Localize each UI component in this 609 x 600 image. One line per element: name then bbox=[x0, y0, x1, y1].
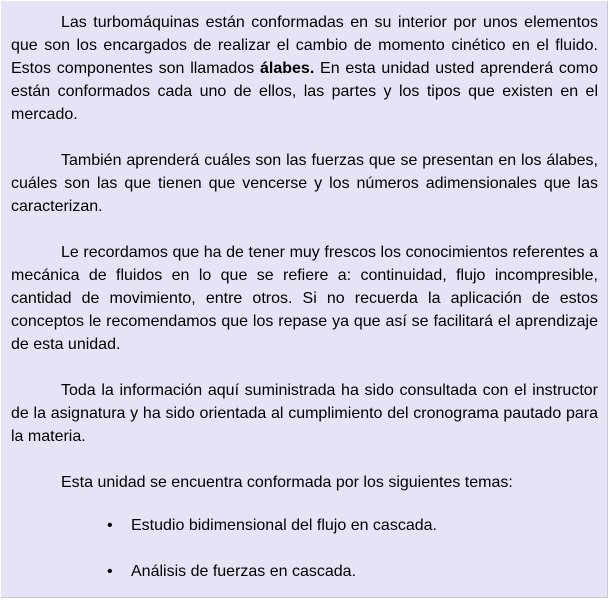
bullet-icon: • bbox=[107, 563, 113, 580]
bullet-icon: • bbox=[107, 517, 113, 534]
topics-intro-paragraph: Esta unidad se encuentra conformada por los siguientes temas: bbox=[61, 474, 513, 491]
list-item bbox=[107, 514, 598, 537]
topic-label: Estudio bidimensional del flujo en cascada. bbox=[131, 517, 437, 534]
list-item bbox=[107, 560, 598, 583]
intro-text-end: En esta unidad usted aprenderá como están conformados cada uno de ellos, las partes y los tipos que existen en el mercado. bbox=[11, 60, 599, 123]
prerequisites-paragraph: Le recordamos que ha de tener muy frescos los conocimientos referentes a mecánica de fluidos en lo que se refiere a: continuidad, flujo incompresible, cantidad de movimiento, entre otros. Si no recuerda la aplicación de estos conceptos le recomendamos que los repase ya que así se facilitará el aprendizaje de esta unidad. bbox=[11, 244, 598, 353]
alabes-term: álabes. bbox=[260, 60, 315, 77]
intro-text: Las turbomáquinas están conformadas en su interior por unos elementos que son los encargados de realizar el cambio de momento cinético en el fluido. Estos componentes son llamados bbox=[11, 14, 598, 77]
document-page bbox=[1, 1, 608, 598]
forces-paragraph: También aprenderá cuáles son las fuerzas que se presentan en los álabes, cuáles son las que tienen que vencerse y los números adimensionales que las caracterizan. bbox=[11, 152, 598, 215]
topics-list bbox=[11, 514, 598, 583]
intro-paragraph bbox=[11, 11, 598, 126]
source-paragraph: Toda la información aquí suministrada ha sido consultada con el instructor de la asignatura y ha sido orientada al cumplimiento del cronograma pautado para la materia. bbox=[11, 382, 598, 445]
topic-label: Análisis de fuerzas en cascada. bbox=[131, 563, 357, 580]
